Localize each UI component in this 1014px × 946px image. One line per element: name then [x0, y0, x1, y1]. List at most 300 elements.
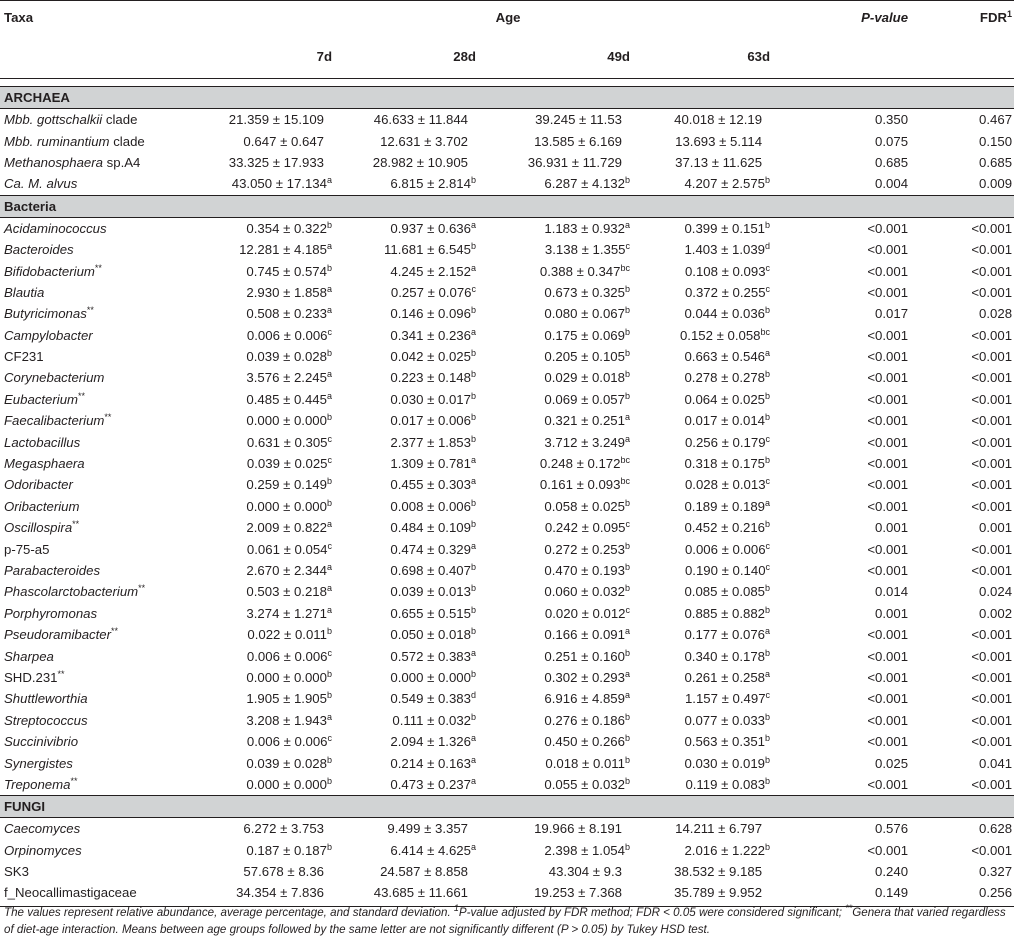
value-cell — [506, 325, 670, 346]
header-age-49d: 49d — [506, 34, 670, 79]
mean-sd: 1.183 ± 0.932 — [544, 220, 625, 236]
pvalue-cell: <0.001 — [867, 563, 909, 578]
taxon-name: Bifidobacterium — [4, 263, 95, 279]
value-cell — [670, 538, 810, 559]
fdr-cell: 0.002 — [979, 605, 1013, 621]
table-row — [0, 260, 1014, 281]
mean-sd: 3.208 ± 1.943 — [246, 712, 327, 728]
value-cell — [506, 752, 670, 773]
taxon-cell — [0, 109, 206, 131]
group-letter: a — [326, 241, 332, 252]
mean-sd: 0.050 ± 0.018 — [390, 627, 471, 643]
table-row — [0, 239, 1014, 260]
value-cell — [206, 840, 342, 861]
group-letter: a — [326, 562, 332, 572]
group-letter: a — [326, 305, 332, 316]
value-cell — [506, 517, 670, 538]
taxon-name: f_Neocallimastigaceae — [4, 885, 137, 901]
group-letter: c — [327, 326, 332, 337]
pvalue-cell: 0.014 — [875, 584, 909, 600]
value-cell — [506, 130, 670, 151]
mean-sd: 0.039 ± 0.013 — [390, 584, 471, 600]
taxon-cell — [0, 303, 206, 324]
value-cell — [342, 581, 506, 602]
taxon-cell — [0, 710, 206, 731]
taxon-name: Mbb. ruminantium — [4, 133, 110, 149]
group-letter: a — [765, 497, 771, 508]
value-cell — [670, 560, 810, 581]
value-cell — [206, 303, 342, 324]
table-row — [0, 431, 1014, 452]
mean-sd: 0.251 ± 0.160 — [544, 648, 625, 664]
group-letter: b — [624, 305, 630, 316]
group-letter: b — [624, 326, 630, 337]
value-cell — [670, 410, 810, 431]
group-letter: a — [470, 262, 476, 273]
header-fdr-text: FDR — [979, 10, 1008, 25]
group-letter: b — [326, 219, 332, 230]
table-row — [0, 560, 1014, 581]
value-cell — [342, 239, 506, 260]
group-letter: a — [326, 711, 332, 722]
fdr-cell: <0.001 — [971, 220, 1013, 236]
table-row — [0, 173, 1014, 195]
value-cell — [206, 538, 342, 559]
mean-sd: 0.572 ± 0.383 — [390, 648, 471, 664]
group-letter: b — [326, 262, 332, 273]
table-row — [0, 152, 1014, 173]
group-letter: b — [470, 711, 476, 722]
value-cell — [506, 861, 670, 882]
group-letter: a — [470, 326, 476, 337]
mean-sd: 0.563 ± 0.351 — [684, 734, 766, 750]
group-letter: a — [624, 668, 630, 679]
mean-sd: 12.631 ± 3.702 — [380, 133, 468, 149]
mean-sd: 0.372 ± 0.255 — [684, 284, 766, 300]
taxon-cell — [0, 431, 206, 452]
group-letter: a — [624, 412, 630, 423]
table-row — [0, 752, 1014, 773]
header-blank — [924, 34, 1014, 79]
value-cell — [206, 130, 342, 151]
mean-sd: 0.321 ± 0.251 — [544, 413, 625, 429]
taxon-cell — [0, 282, 206, 303]
mean-sd: 0.017 ± 0.014 — [684, 413, 766, 429]
mean-sd: 6.815 ± 2.814 — [390, 176, 471, 192]
taxon-name: Ca. M. alvus — [4, 176, 78, 192]
table-row — [0, 130, 1014, 151]
value-cell — [506, 152, 670, 173]
group-letter: a — [765, 668, 771, 679]
value-cell — [670, 152, 810, 173]
pvalue-cell: <0.001 — [867, 712, 909, 728]
taxon-cell — [0, 688, 206, 709]
mean-sd: 0.318 ± 0.175 — [684, 456, 766, 472]
group-letter: a — [624, 219, 630, 230]
group-letter: b — [470, 626, 476, 637]
value-cell — [670, 260, 810, 281]
value-cell — [342, 282, 506, 303]
value-cell — [342, 260, 506, 281]
header-age: Age — [206, 1, 810, 35]
group-letter: bc — [760, 326, 771, 337]
value-cell — [670, 667, 810, 688]
mean-sd: 40.018 ± 12.19 — [674, 112, 763, 128]
taxon-name: Megasphaera — [4, 456, 85, 472]
value-cell — [342, 152, 506, 173]
group-letter: b — [765, 175, 771, 186]
fdr-cell: 0.024 — [979, 584, 1013, 600]
taxon-name: Mbb. gottschalkii — [4, 112, 103, 128]
fdr-cell: <0.001 — [971, 434, 1013, 450]
pvalue-cell: 0.001 — [875, 605, 909, 621]
group-letter: b — [326, 668, 332, 679]
mean-sd: 2.377 ± 1.853 — [390, 434, 471, 450]
value-cell — [206, 731, 342, 752]
value-cell — [206, 325, 342, 346]
value-cell — [342, 688, 506, 709]
mean-sd: 0.017 ± 0.006 — [390, 413, 471, 429]
value-cell — [670, 624, 810, 645]
taxon-name: Sharpea — [4, 648, 54, 664]
table-row — [0, 667, 1014, 688]
value-cell — [670, 367, 810, 388]
taxon-suffix: ** — [72, 519, 80, 530]
group-letter: a — [470, 754, 476, 765]
value-cell — [670, 774, 810, 796]
taxon-cell — [0, 774, 206, 796]
group-letter: b — [765, 412, 771, 423]
value-cell — [506, 538, 670, 559]
value-cell — [206, 109, 342, 131]
value-cell — [342, 130, 506, 151]
pvalue-cell: 0.004 — [875, 176, 909, 192]
taxon-name: Bacteroides — [4, 242, 74, 258]
value-cell — [342, 882, 506, 903]
value-cell — [506, 645, 670, 666]
value-cell — [342, 624, 506, 645]
group-letter: c — [327, 733, 332, 744]
value-cell — [670, 688, 810, 709]
pvalue-cell: 0.240 — [875, 864, 909, 880]
mean-sd: 0.006 ± 0.006 — [246, 327, 328, 343]
mean-sd: 0.647 ± 0.647 — [243, 133, 324, 149]
table-row — [0, 774, 1014, 796]
pvalue-cell: <0.001 — [867, 284, 909, 300]
table-row — [0, 109, 1014, 131]
section-title: Bacteria — [0, 195, 1014, 217]
pvalue-cell: <0.001 — [867, 842, 909, 858]
taxon-cell — [0, 840, 206, 861]
group-letter: a — [470, 775, 476, 786]
group-letter: b — [470, 519, 476, 530]
mean-sd: 0.008 ± 0.006 — [390, 498, 471, 514]
group-letter: b — [765, 733, 771, 744]
value-cell — [206, 239, 342, 260]
mean-sd: 43.685 ± 11.661 — [373, 885, 468, 901]
mean-sd: 21.359 ± 15.109 — [228, 112, 324, 128]
group-letter: c — [765, 562, 771, 572]
value-cell — [342, 367, 506, 388]
taxon-name: Succinivibrio — [4, 734, 79, 750]
group-letter: c — [327, 433, 332, 444]
value-cell — [670, 517, 810, 538]
mean-sd: 0.044 ± 0.036 — [684, 306, 766, 322]
table-row — [0, 581, 1014, 602]
taxon-name: CF231 — [4, 349, 44, 365]
mean-sd: 57.678 ± 8.36 — [243, 864, 324, 880]
group-letter: a — [326, 519, 332, 530]
mean-sd: 0.189 ± 0.189 — [684, 498, 766, 514]
value-cell — [670, 325, 810, 346]
mean-sd: 28.982 ± 10.905 — [372, 154, 468, 170]
group-letter: b — [470, 497, 476, 508]
group-letter: b — [326, 497, 332, 508]
value-cell — [206, 560, 342, 581]
taxon-name: SHD.231 — [4, 669, 58, 685]
mean-sd: 0.474 ± 0.329 — [390, 541, 471, 557]
taxon-name: Pseudoramibacter — [4, 627, 112, 643]
section-title: ARCHAEA — [0, 87, 1014, 109]
mean-sd: 0.000 ± 0.000 — [390, 669, 471, 685]
value-cell — [206, 710, 342, 731]
table-row — [0, 496, 1014, 517]
mean-sd: 0.276 ± 0.186 — [544, 712, 625, 728]
mean-sd: 2.094 ± 1.326 — [390, 734, 471, 750]
header-fdr — [924, 1, 1014, 35]
header-age-63d: 63d — [670, 34, 810, 79]
mean-sd: 0.745 ± 0.574 — [246, 263, 327, 279]
mean-sd: 1.403 ± 1.039 — [684, 242, 766, 258]
value-cell — [342, 774, 506, 796]
group-letter: a — [326, 604, 332, 615]
value-cell — [670, 752, 810, 773]
taxon-suffix: ** — [111, 626, 119, 637]
value-cell — [506, 603, 670, 624]
footnote-part3: Genera that varied regardless of diet-age interaction. Means between age groups followed by the same letter are not significantly different (P > 0.05) by Tukey HSD test. — [4, 906, 1006, 936]
value-cell — [342, 731, 506, 752]
table-row — [0, 840, 1014, 861]
fdr-cell: <0.001 — [971, 477, 1013, 493]
group-letter: b — [765, 369, 771, 380]
group-letter: a — [624, 433, 630, 444]
mean-sd: 2.016 ± 1.222 — [684, 842, 766, 858]
group-letter: b — [470, 241, 476, 252]
value-cell — [506, 581, 670, 602]
taxon-name: p-75-a5 — [4, 541, 50, 557]
mean-sd: 0.152 ± 0.058 — [679, 327, 761, 343]
pvalue-cell: <0.001 — [867, 263, 909, 279]
value-cell — [670, 496, 810, 517]
fdr-cell: <0.001 — [971, 349, 1013, 365]
group-letter: b — [765, 754, 771, 765]
table-row — [0, 731, 1014, 752]
value-cell — [506, 818, 670, 840]
value-cell — [206, 752, 342, 773]
header-age-7d: 7d — [206, 34, 342, 79]
fdr-cell: 0.001 — [979, 520, 1013, 536]
taxon-suffix: ** — [104, 412, 112, 423]
mean-sd: 0.058 ± 0.025 — [544, 498, 625, 514]
table-row — [0, 603, 1014, 624]
fdr-cell: <0.001 — [971, 370, 1013, 386]
value-cell — [342, 389, 506, 410]
mean-sd: 6.272 ± 3.753 — [243, 821, 324, 837]
pvalue-cell: <0.001 — [867, 477, 909, 493]
group-letter: bc — [620, 262, 630, 273]
mean-sd: 35.789 ± 9.952 — [674, 885, 763, 901]
taxon-name: Treponema — [4, 776, 71, 792]
group-letter: b — [326, 690, 332, 701]
mean-sd: 0.452 ± 0.216 — [684, 520, 766, 536]
value-cell — [506, 560, 670, 581]
taxon-name: Faecalibacterium — [4, 413, 105, 429]
mean-sd: 0.069 ± 0.057 — [544, 391, 625, 407]
taxon-cell — [0, 152, 206, 173]
mean-sd: 0.000 ± 0.000 — [246, 776, 327, 792]
taxon-name: Synergistes — [4, 755, 73, 771]
value-cell — [670, 239, 810, 260]
pvalue-cell: 0.025 — [875, 755, 909, 771]
group-letter: c — [625, 241, 630, 252]
value-cell — [506, 431, 670, 452]
group-letter: a — [326, 283, 332, 294]
table-row — [0, 538, 1014, 559]
pvalue-cell: 0.075 — [875, 133, 909, 149]
group-letter: b — [765, 390, 771, 401]
table-row — [0, 474, 1014, 495]
taxon-cell — [0, 538, 206, 559]
group-letter: a — [470, 841, 476, 852]
taxon-name: Odoribacter — [4, 477, 73, 493]
value-cell — [670, 603, 810, 624]
section-title: FUNGI — [0, 796, 1014, 818]
fdr-cell: 0.009 — [979, 176, 1013, 192]
value-cell — [342, 346, 506, 367]
taxon-name: Corynebacterium — [4, 370, 105, 386]
value-cell — [670, 861, 810, 882]
value-cell — [206, 260, 342, 281]
taxon-name: Blautia — [4, 284, 45, 300]
mean-sd: 0.000 ± 0.000 — [246, 413, 327, 429]
value-cell — [206, 603, 342, 624]
fdr-cell: 0.685 — [979, 154, 1013, 170]
fdr-cell: 0.327 — [979, 864, 1013, 880]
mean-sd: 4.207 ± 2.575 — [684, 176, 766, 192]
table-footnote — [4, 904, 1010, 938]
table-row — [0, 818, 1014, 840]
group-letter: b — [765, 219, 771, 230]
group-letter: b — [624, 540, 630, 551]
taxon-suffix: ** — [78, 390, 86, 401]
group-letter: b — [624, 583, 630, 594]
pvalue-cell: <0.001 — [867, 391, 909, 407]
taxon-name: Caecomyces — [4, 821, 81, 837]
mean-sd: 13.693 ± 5.114 — [675, 133, 763, 149]
taxon-suffix: ** — [57, 668, 65, 679]
group-letter: b — [765, 711, 771, 722]
table-row — [0, 303, 1014, 324]
value-cell — [342, 453, 506, 474]
mean-sd: 1.157 ± 0.497 — [684, 691, 766, 707]
taxon-name: Porphyromonas — [4, 605, 98, 621]
fdr-cell: <0.001 — [971, 284, 1013, 300]
section-row — [0, 796, 1014, 818]
table-row — [0, 410, 1014, 431]
mean-sd: 0.006 ± 0.006 — [684, 541, 766, 557]
fdr-cell: 0.028 — [979, 306, 1013, 322]
group-letter: b — [765, 647, 771, 658]
value-cell — [342, 667, 506, 688]
mean-sd: 0.399 ± 0.151 — [684, 220, 766, 236]
taxon-name: Parabacteroides — [4, 563, 101, 578]
taxon-suffix: clade — [109, 133, 145, 149]
group-letter: b — [765, 841, 771, 852]
taxon-cell — [0, 560, 206, 581]
group-letter: a — [765, 348, 771, 359]
fdr-cell: <0.001 — [971, 327, 1013, 343]
mean-sd: 0.166 ± 0.091 — [544, 627, 625, 643]
mean-sd: 0.885 ± 0.882 — [684, 605, 766, 621]
mean-sd: 0.187 ± 0.187 — [246, 842, 327, 858]
mean-sd: 3.712 ± 3.249 — [544, 434, 625, 450]
fdr-cell: 0.150 — [979, 133, 1013, 149]
table-row — [0, 517, 1014, 538]
group-letter: c — [327, 540, 332, 551]
group-letter: b — [470, 175, 476, 186]
group-letter: b — [470, 369, 476, 380]
value-cell — [670, 431, 810, 452]
mean-sd: 9.499 ± 3.357 — [387, 821, 468, 837]
mean-sd: 2.930 ± 1.858 — [246, 284, 327, 300]
group-letter: b — [326, 348, 332, 359]
mean-sd: 0.655 ± 0.515 — [390, 605, 471, 621]
value-cell — [506, 109, 670, 131]
value-cell — [670, 217, 810, 239]
group-letter: b — [326, 754, 332, 765]
value-cell — [506, 173, 670, 195]
mean-sd: 0.485 ± 0.445 — [246, 391, 327, 407]
taxon-name: Shuttleworthia — [4, 691, 88, 707]
taxon-cell — [0, 818, 206, 840]
mean-sd: 43.050 ± 17.134 — [231, 176, 327, 192]
taxon-name: Acidaminococcus — [4, 220, 107, 236]
header-taxa: Taxa — [0, 1, 206, 35]
table-row — [0, 282, 1014, 303]
pvalue-cell: <0.001 — [867, 669, 909, 685]
value-cell — [506, 774, 670, 796]
value-cell — [506, 710, 670, 731]
group-letter: a — [765, 626, 771, 637]
value-cell — [506, 688, 670, 709]
mean-sd: 0.028 ± 0.013 — [684, 477, 766, 493]
taxon-cell — [0, 624, 206, 645]
mean-sd: 14.211 ± 6.797 — [675, 821, 763, 837]
value-cell — [342, 474, 506, 495]
taxon-cell — [0, 410, 206, 431]
taxon-suffix: ** — [70, 775, 78, 786]
value-cell — [506, 882, 670, 903]
mean-sd: 0.503 ± 0.218 — [246, 584, 327, 600]
group-letter: b — [624, 711, 630, 722]
group-letter: b — [470, 390, 476, 401]
group-letter: b — [624, 647, 630, 658]
group-letter: c — [471, 283, 476, 294]
pvalue-cell: <0.001 — [867, 242, 909, 258]
group-letter: c — [765, 690, 771, 701]
mean-sd: 0.161 ± 0.093 — [539, 477, 621, 493]
group-letter: b — [326, 412, 332, 423]
